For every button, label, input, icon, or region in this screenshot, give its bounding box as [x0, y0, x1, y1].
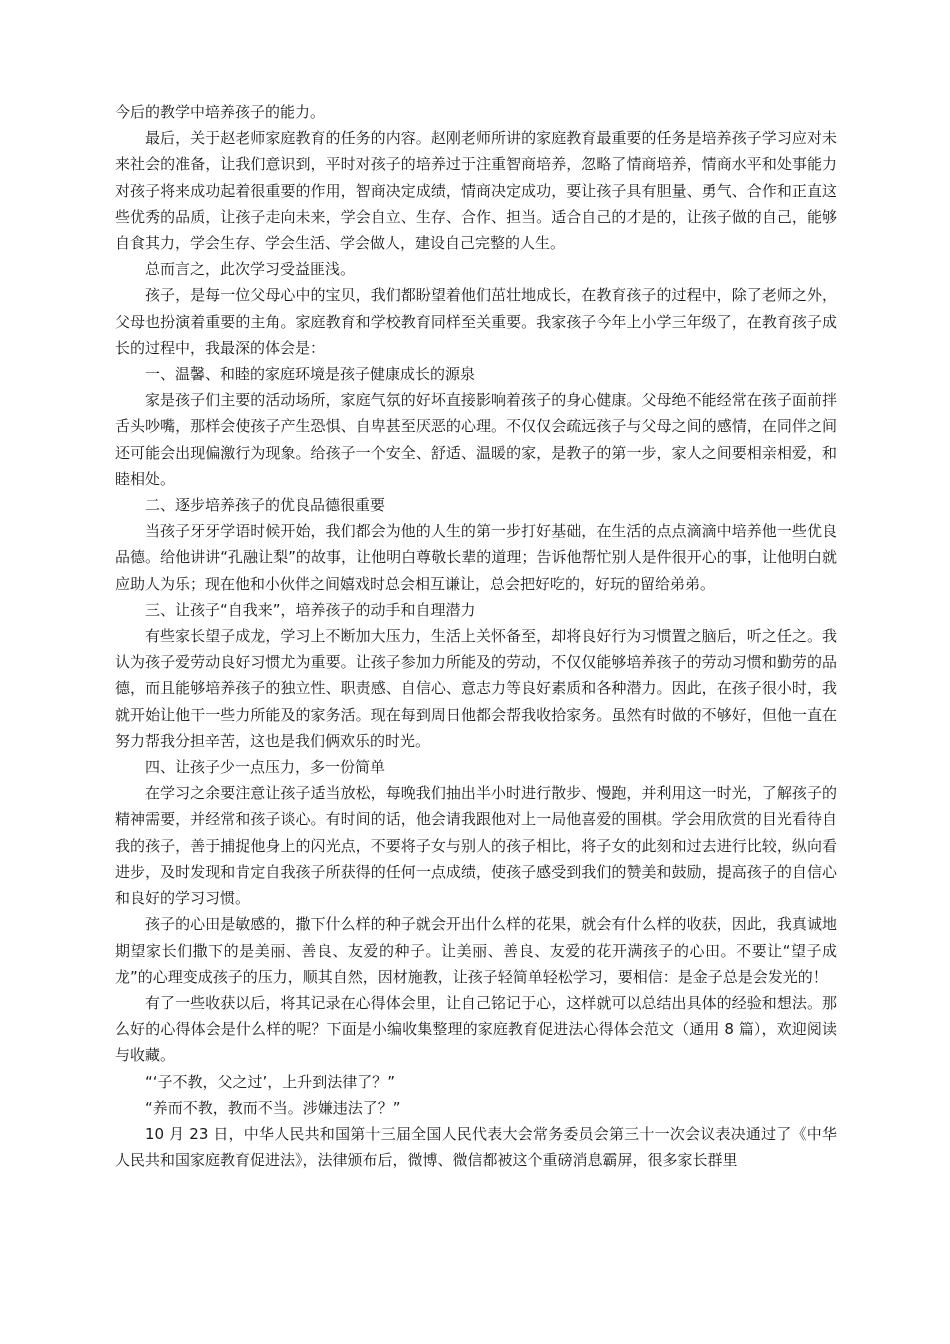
document-body [115, 99, 837, 1173]
section-heading: 一、温馨、和睦的家庭环境是孩子健康成长的源泉 [145, 365, 476, 384]
paragraph: 10 月 23 日，中华人民共和国第十三届全国人民代表大会常务委员会第三十一次会议表决通过了《中华人民共和国家庭教育促进法》，法律颁布后，微博、微信都被这个重磅消息霸屏，很多家长群里 [115, 1124, 837, 1170]
quote-line: “‘子不教，父之过’，上升到法律了？” [145, 1072, 396, 1091]
paragraph: 孩子的心田是敏感的，撒下什么样的种子就会开出什么样的花果，就会有什么样的收获，因此，我真诚地期望家长们撒下的是美丽、善良、友爱的种子。让美丽、善良、友爱的花开满孩子的心田。不要让“望子成龙”的心理变成孩子的压力，顺其自然，因材施教，让孩子轻简单轻松学习，要相信：是金子总是会发光的！ [115, 915, 837, 986]
paragraph: 在学习之余要注意让孩子适当放松，每晚我们抽出半小时进行散步、慢跑，并利用这一时光，了解孩子的精神需要，并经常和孩子谈心。有时间的话，他会请我跟他对上一局他喜爱的围棋。学会用欣赏的目光看待自我的孩子，善于捕捉他身上的闪光点，不要将子女与别人的孩子相比，将子女的此刻和过去进行比较，纵向看进步，及时发现和肯定自我孩子所获得的任何一点成绩，使孩子感受到我们的赞美和鼓励，提高孩子的自信心和良好的学习习惯。 [115, 784, 837, 908]
section-heading: 三、让孩子“自我来”，培养孩子的动手和自理潜力 [145, 600, 476, 619]
quote-line: “养而不教，教而不当。涉嫌违法了？” [145, 1098, 401, 1117]
paragraph: 家是孩子们主要的活动场所，家庭气氛的好坏直接影响着孩子的身心健康。父母绝不能经常在孩子面前拌舌头吵嘴，那样会使孩子产生恐惧、自卑甚至厌恶的心理。不仅仅会疏远孩子与父母之间的感情，在同伴之间还可能会出现偏激行为现象。给孩子一个安全、舒适、温暖的家，是教子的第一步，家人之间要相亲相爱，和睦相处。 [115, 391, 837, 488]
paragraph: 今后的教学中培养孩子的能力。 [115, 103, 326, 121]
paragraph: 总而言之，此次学习受益匪浅。 [145, 260, 356, 279]
paragraph: 有些家长望子成龙，学习上不断加大压力，生活上关怀备至，却将良好行为习惯置之脑后，听之任之。我认为孩子爱劳动良好习惯尤为重要。让孩子参加力所能及的劳动，不仅仅能够培养孩子的劳动习惯和勤劳的品德，而且能够培养孩子的独立性、职责感、自信心、意志力等良好素质和各种潜力。因此，在孩子很小时，我就开始让他干一些力所能及的家务活。现在每到周日他都会帮我收拾家务。虽然有时做的不够好，但他一直在努力帮我分担辛苦，这也是我们俩欢乐的时光。 [115, 627, 837, 750]
paragraph: 孩子，是每一位父母心中的宝贝，我们都盼望着他们茁壮地成长，在教育孩子的过程中，除了老师之外，父母也扮演着重要的主角。家庭教育和学校教育同样至关重要。我家孩子今年上小学三年级了，在教育孩子成长的过程中，我最深的体会是： [115, 286, 837, 357]
paragraph: 有了一些收获以后，将其记录在心得体会里，让自己铭记于心，这样就可以总结出具体的经验和想法。那么好的心得体会是什么样的呢？下面是小编收集整理的家庭教育促进法心得体会范文（通用 8 篇），欢迎阅读与收藏。 [115, 993, 837, 1065]
paragraph: 当孩子牙牙学语时候开始，我们都会为他的人生的第一步打好基础，在生活的点点滴滴中培养他一些优良品德。给他讲讲“孔融让梨”的故事，让他明白尊敬长辈的道理；告诉他帮忙别人是件很开心的事，让他明白就应助人为乐；现在他和小伙伴之间嬉戏时总会相互谦让，总会把好吃的，好玩的留给弟弟。 [115, 522, 837, 593]
paragraph: 最后，关于赵老师家庭教育的任务的内容。赵刚老师所讲的家庭教育最重要的任务是培养孩子学习应对未来社会的准备，让我们意识到，平时对孩子的培养过于注重智商培养，忽略了情商培养，情商水平和处事能力对孩子将来成功起着很重要的作用，智商决定成绩，情商决定成功，要让孩子具有胆量、勇气、合作和正直这些优秀的品质，让孩子走向未来，学会自立、生存、合作、担当。适合自己的才是的，让孩子做的自己，能够自食其力，学会生存、学会生活、学会做人，建设自己完整的人生。 [115, 129, 837, 253]
section-heading: 四、让孩子少一点压力，多一份简单 [145, 758, 386, 777]
section-heading: 二、逐步培养孩子的优良品德很重要 [145, 496, 386, 515]
